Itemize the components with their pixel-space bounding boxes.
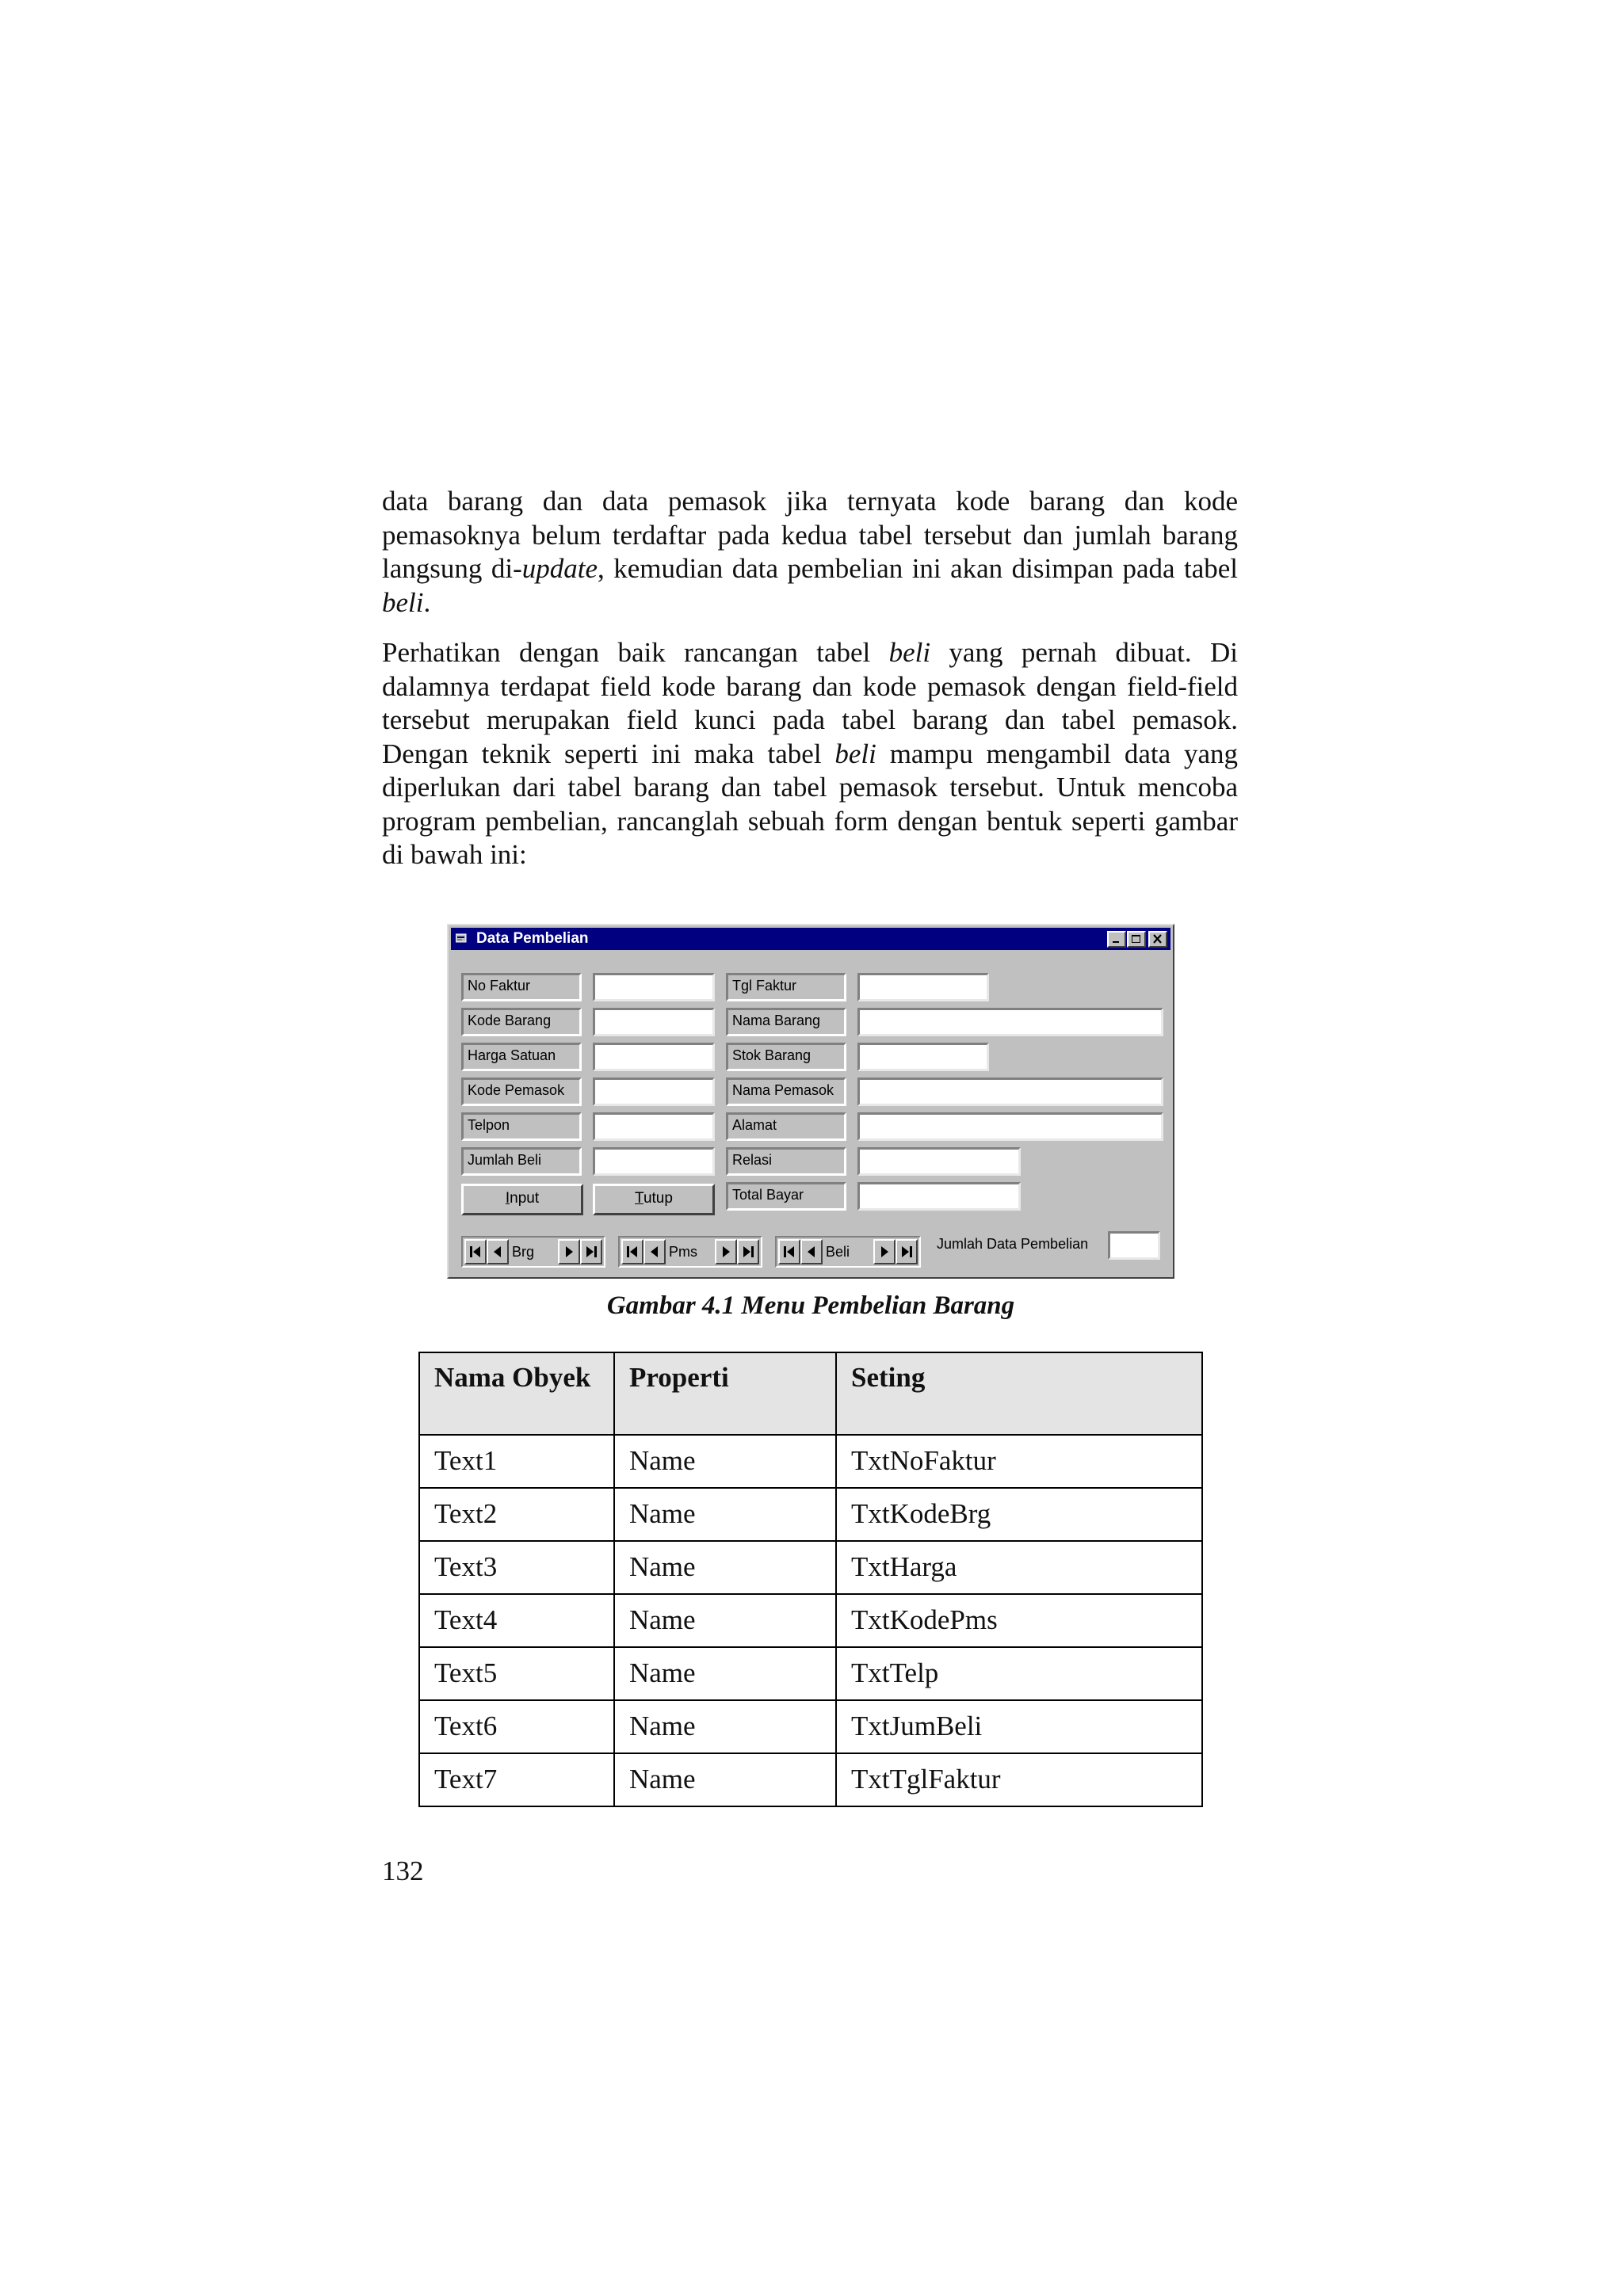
next-record-button[interactable] (715, 1239, 737, 1264)
cell-seting: TxtKodePms (836, 1594, 1202, 1647)
label-kode-barang: Kode Barang (461, 1008, 582, 1036)
first-record-icon (626, 1245, 639, 1258)
window-title: Data Pembelian (476, 930, 589, 947)
header-nama-obyek: Nama Obyek (419, 1352, 614, 1435)
close-icon (1152, 934, 1163, 944)
next-record-icon (563, 1245, 575, 1258)
nama-pemasok-input[interactable] (857, 1077, 1163, 1106)
previous-record-button[interactable] (487, 1239, 509, 1264)
no-faktur-input[interactable] (593, 973, 715, 1001)
label-harga-satuan: Harga Satuan (461, 1043, 582, 1071)
paragraph-2-text: yang pernah dibuat. Di dalamnya terdapat field kode barang dan kode pemasok dengan field-field tersebut merupakan field kunci pada tabel barang dan tabel pemasok. Dengan teknik seperti ini maka tabel (382, 637, 1238, 769)
data-control-caption: Beli (826, 1244, 850, 1260)
first-record-icon (469, 1245, 482, 1258)
header-properti: Properti (614, 1352, 836, 1435)
table-row (419, 1647, 1202, 1700)
cell-nama-obyek: Text1 (419, 1435, 614, 1488)
data-pembelian-window (447, 924, 1174, 1279)
jumlah-data-pembelian-label: Jumlah Data Pembelian (937, 1236, 1089, 1252)
maximize-button[interactable] (1127, 931, 1146, 948)
paragraph-2 (382, 636, 1238, 872)
label-jumlah-beli: Jumlah Beli (461, 1147, 582, 1176)
tutup-button[interactable] (593, 1184, 715, 1215)
paragraph-1-text: data barang dan data pemasok jika ternyata kode barang dan kode pemasoknya belum terdaftar pada kedua tabel tersebut dan jumlah barang langsung di- (382, 486, 1238, 584)
cell-properti: Name (614, 1594, 836, 1647)
table-header-row (419, 1352, 1202, 1435)
cell-properti: Name (614, 1488, 836, 1541)
last-record-button[interactable] (737, 1239, 759, 1264)
maximize-icon (1131, 934, 1142, 944)
table-row (419, 1541, 1202, 1594)
data-control-pms (618, 1236, 762, 1268)
window-title-bar[interactable] (451, 928, 1170, 950)
alamat-input[interactable] (857, 1112, 1163, 1141)
tutup-button-label: utup (643, 1190, 673, 1207)
cell-seting: TxtHarga (836, 1541, 1202, 1594)
cell-seting: TxtTglFaktur (836, 1753, 1202, 1806)
next-record-button[interactable] (873, 1239, 896, 1264)
first-record-button[interactable] (778, 1239, 800, 1264)
tgl-faktur-input[interactable] (857, 973, 989, 1001)
cell-nama-obyek: Text7 (419, 1753, 614, 1806)
label-tgl-faktur: Tgl Faktur (726, 973, 846, 1001)
previous-record-button[interactable] (643, 1239, 666, 1264)
first-record-button[interactable] (464, 1239, 487, 1264)
last-record-icon (900, 1245, 913, 1258)
previous-record-button[interactable] (800, 1239, 823, 1264)
close-button[interactable] (1148, 931, 1167, 948)
cell-properti: Name (614, 1753, 836, 1806)
first-record-button[interactable] (621, 1239, 643, 1264)
total-bayar-input[interactable] (857, 1182, 1021, 1211)
figure-caption: Gambar 4.1 Menu Pembelian Barang (606, 1291, 1015, 1320)
stok-barang-input[interactable] (857, 1043, 989, 1071)
label-total-bayar: Total Bayar (726, 1182, 846, 1211)
table-row (419, 1700, 1202, 1753)
harga-satuan-input[interactable] (593, 1043, 715, 1071)
kode-pemasok-input[interactable] (593, 1077, 715, 1106)
cell-nama-obyek: Text4 (419, 1594, 614, 1647)
paragraph-2-text: mampu mengambil data yang diperlukan dari tabel barang dan tabel pemasok tersebut. Untuk mencoba program pembelian, rancanglah sebuah form dengan bentuk seperti gambar di bawah ini: (382, 738, 1238, 870)
jumlah-data-pembelian-input[interactable] (1108, 1231, 1160, 1260)
paragraph-2-text: Perhatikan dengan baik rancangan tabel (382, 637, 889, 668)
paragraph-1-italic-update: update (521, 553, 598, 584)
table-row (419, 1594, 1202, 1647)
previous-record-icon (648, 1245, 661, 1258)
nama-barang-input[interactable] (857, 1008, 1163, 1036)
jumlah-beli-input[interactable] (593, 1147, 715, 1176)
next-record-button[interactable] (558, 1239, 580, 1264)
data-control-beli (775, 1236, 921, 1268)
kode-barang-input[interactable] (593, 1008, 715, 1036)
data-control-caption: Brg (512, 1244, 535, 1260)
cell-properti: Name (614, 1647, 836, 1700)
previous-record-icon (491, 1245, 504, 1258)
cell-nama-obyek: Text2 (419, 1488, 614, 1541)
last-record-button[interactable] (580, 1239, 602, 1264)
last-record-button[interactable] (896, 1239, 918, 1264)
telpon-input[interactable] (593, 1112, 715, 1141)
data-control-brg (461, 1236, 605, 1268)
relasi-input[interactable] (857, 1147, 1021, 1176)
table-row (419, 1488, 1202, 1541)
cell-nama-obyek: Text3 (419, 1541, 614, 1594)
first-record-icon (783, 1245, 796, 1258)
label-alamat: Alamat (726, 1112, 846, 1141)
paragraph-1-text: . (423, 586, 431, 618)
cell-properti: Name (614, 1435, 836, 1488)
paragraph-1 (382, 485, 1238, 620)
header-seting: Seting (836, 1352, 1202, 1435)
label-no-faktur: No Faktur (461, 973, 582, 1001)
label-stok-barang: Stok Barang (726, 1043, 846, 1071)
paragraph-2-italic-beli: beli (888, 637, 931, 668)
cell-nama-obyek: Text5 (419, 1647, 614, 1700)
label-telpon: Telpon (461, 1112, 582, 1141)
cell-seting: TxtKodeBrg (836, 1488, 1202, 1541)
last-record-icon (742, 1245, 754, 1258)
cell-nama-obyek: Text6 (419, 1700, 614, 1753)
paragraph-1-italic-beli: beli (382, 586, 424, 618)
label-kode-pemasok: Kode Pemasok (461, 1077, 582, 1106)
minimize-icon (1111, 934, 1122, 944)
tutup-button-accel: T (635, 1190, 643, 1207)
input-button[interactable] (461, 1184, 583, 1215)
table-row (419, 1753, 1202, 1806)
last-record-icon (585, 1245, 598, 1258)
cell-seting: TxtNoFaktur (836, 1435, 1202, 1488)
property-table (418, 1352, 1203, 1807)
label-nama-barang: Nama Barang (726, 1008, 846, 1036)
paragraph-1-text: , kemudian data pembelian ini akan disimpan pada tabel (598, 553, 1238, 584)
label-nama-pemasok: Nama Pemasok (726, 1077, 846, 1106)
form-icon (456, 933, 468, 944)
previous-record-icon (805, 1245, 818, 1258)
cell-properti: Name (614, 1541, 836, 1594)
data-control-caption: Pms (669, 1244, 697, 1260)
table-row (419, 1435, 1202, 1488)
minimize-button[interactable] (1107, 931, 1126, 948)
cell-seting: TxtTelp (836, 1647, 1202, 1700)
next-record-icon (878, 1245, 891, 1258)
input-button-accel: I (505, 1190, 510, 1207)
page-number: 132 (382, 1855, 424, 1886)
cell-seting: TxtJumBeli (836, 1700, 1202, 1753)
label-relasi: Relasi (726, 1147, 846, 1176)
input-button-label: nput (510, 1190, 540, 1207)
paragraph-2-italic-beli: beli (834, 738, 876, 769)
cell-properti: Name (614, 1700, 836, 1753)
next-record-icon (720, 1245, 732, 1258)
